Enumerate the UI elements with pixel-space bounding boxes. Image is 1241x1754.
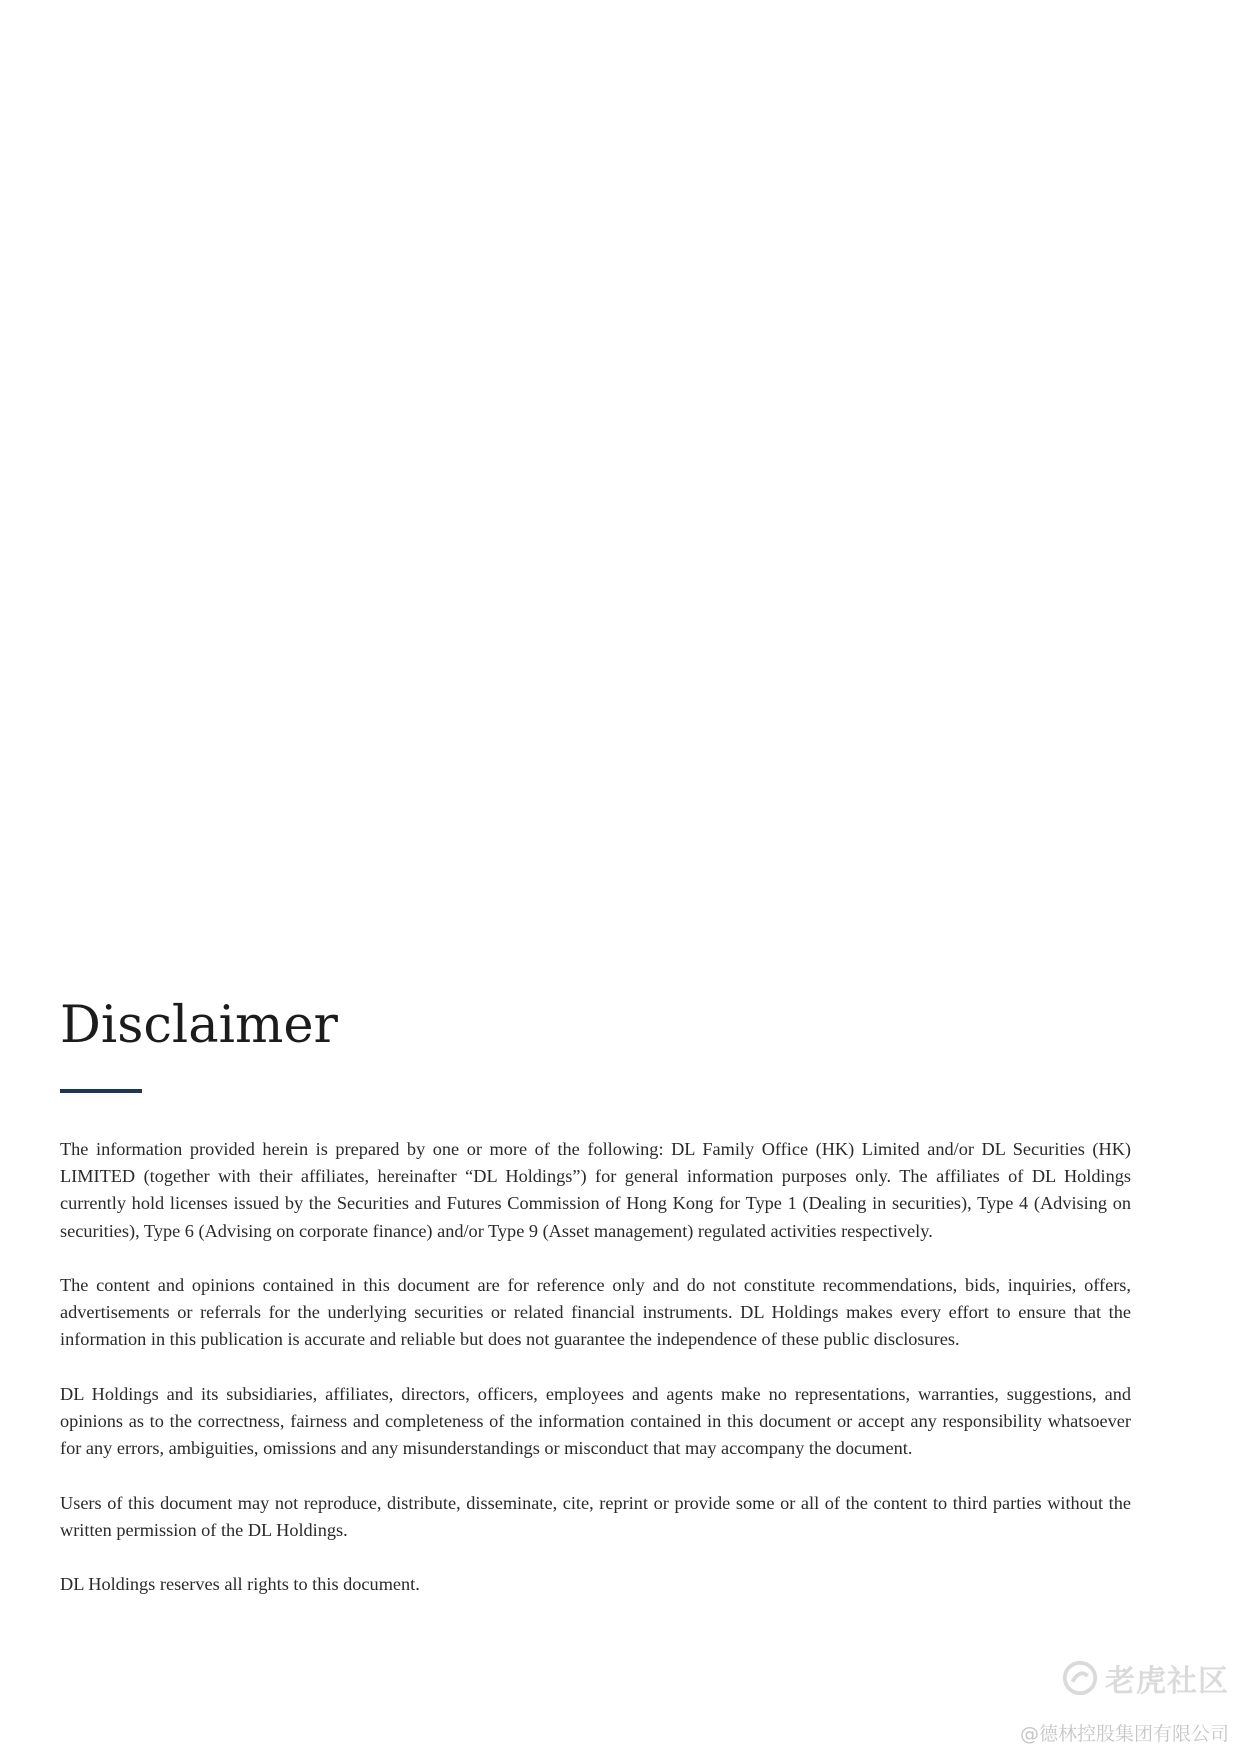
paragraph-3: DL Holdings and its subsidiaries, affiliates, directors, officers, employees and agents make no representations, warranties, suggestions, and opinions as to the correctness, fairness and completeness of the information contained in this document or accept any responsibility whatsoever for any errors, ambiguities, omissions and any misunderstandings or misconduct that may accompany the document. xyxy=(60,1383,1131,1459)
paragraph-1: The information provided herein is prepared by one or more of the following: DL Family Office (HK) Limited and/or DL Securities (HK) LIMITED (together with their affiliates, hereinafter “DL Holdings”) for general information purposes only. The affiliates of DL Holdings currently hold licenses issued by the Securities and Futures Commission of Hong Kong for Type 1 (Dealing in securities), Type 4 (Advising on securities), Type 6 (Advising on corporate finance) and/or Type 9 (Asset management) regulated activities respectively. xyxy=(60,1139,1131,1241)
watermark-logo xyxy=(1061,1656,1229,1700)
paragraph-4: Users of this document may not reproduce, distribute, disseminate, cite, reprint or provide some or all of the content to third parties without the written permission of the DL Holdings. xyxy=(60,1492,1131,1540)
watermark-brand: 老虎社区 xyxy=(1105,1664,1229,1699)
paragraph-5: DL Holdings reserves all rights to this document. xyxy=(60,1574,420,1595)
paragraph-2: The content and opinions contained in this document are for reference only and do not constitute recommendations, bids, inquiries, offers, advertisements or referrals for the underlying securities or related financial instruments. DL Holdings makes every effort to ensure that the information in this publication is accurate and reliable but does not guarantee the independence of these public disclosures. xyxy=(60,1275,1131,1350)
watermark-author: @德林控股集团有限公司 xyxy=(1019,1723,1229,1745)
tiger-logo-icon xyxy=(1061,1659,1099,1697)
title-underline xyxy=(60,1089,142,1093)
watermark xyxy=(979,1656,1229,1746)
disclaimer-body xyxy=(60,1136,1131,1626)
page-title: Disclaimer xyxy=(60,996,338,1055)
